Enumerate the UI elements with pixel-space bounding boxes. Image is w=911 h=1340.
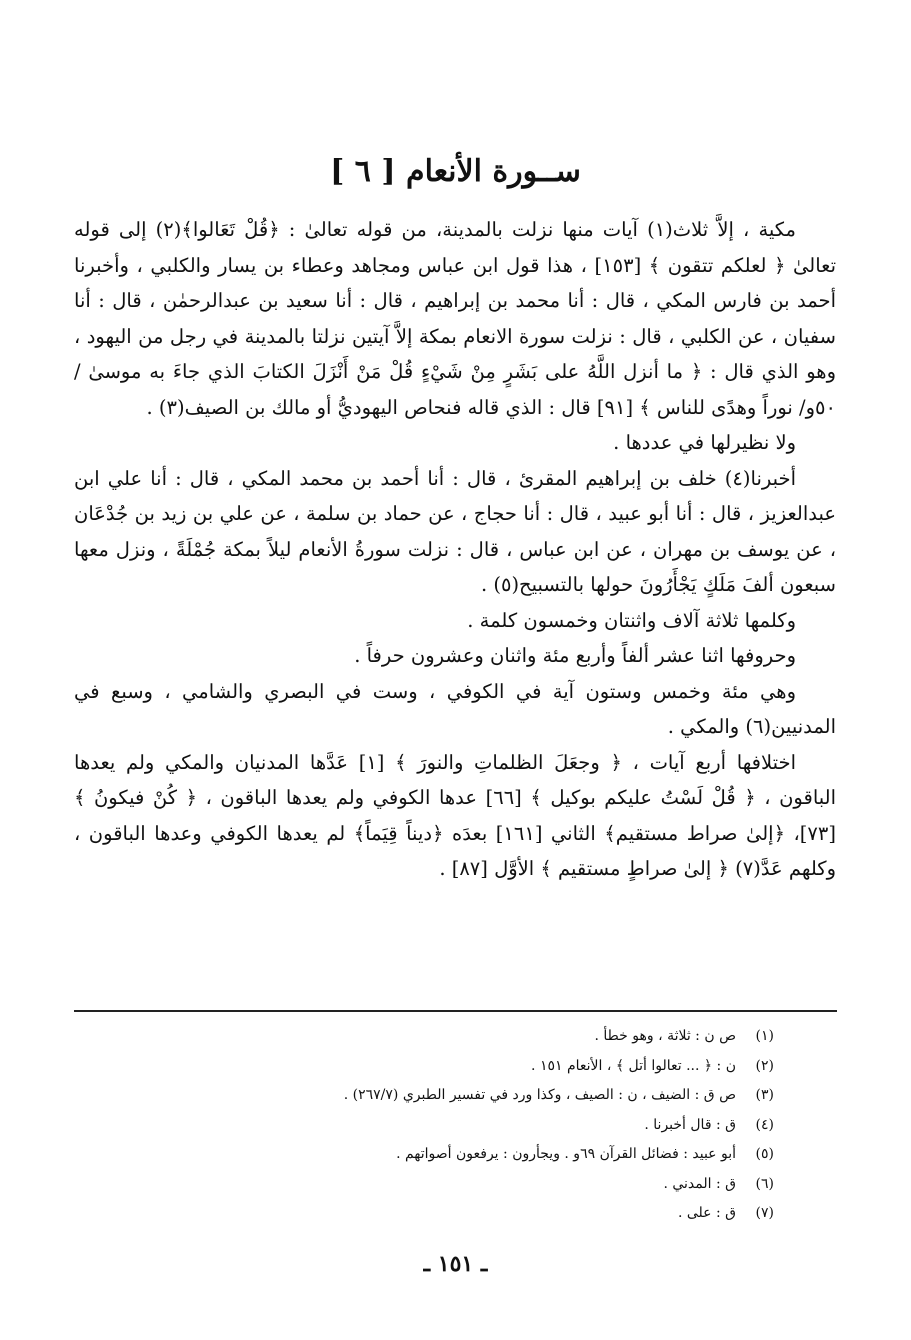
footnote-item	[74, 1140, 774, 1170]
footnote-number: (٧)	[755, 1205, 774, 1221]
footnote-item	[74, 1170, 774, 1200]
paragraph-narration: أخبرنا(٤) خلف بن إبراهيم المقرئ ، قال : أنا أحمد بن محمد المكي ، قال : أنا علي ابن عبدالعزيز ، قال : أنا أبو عبيد ، قال : أنا حجاج ، عن حماد بن سلمة ، عن علي بن زيد بن جُدْعَان ، عن يوسف بن مهران ، عن ابن عباس ، قال : نزلت سورةُ الأنعام ليلاً بمكة جُمْلَةً ، ونزل معها سبعون ألفَ مَلَكٍ يَجْأَرُونَ حولها بالتسبيح(٥) .	[74, 466, 836, 596]
footnote-text: أبو عبيد : فضائل القرآن ٦٩و . ويجأرون : يرفعون أصواتهم .	[396, 1146, 736, 1162]
footnote-text: ص ن : ثلاثة ، وهو خطأ .	[594, 1028, 736, 1044]
footnote-text: ص ق : الضيف ، ن : الصيف ، وكذا ورد في تفسير الطبري (٢٦٧/٧) .	[343, 1087, 736, 1103]
footnotes-list	[74, 1022, 774, 1229]
footnote-number: (٣)	[755, 1087, 774, 1103]
footnote-item	[74, 1111, 774, 1141]
footnote-number: (٢)	[755, 1057, 774, 1074]
footnote-divider	[74, 1010, 837, 1012]
paragraph-intro: مكية ، إلاَّ ثلاث(١) آيات منها نزلت بالمدينة، من قوله تعالىٰ : ﴿قُلْ تَعَالوا﴾(٢) إلى قوله تعالىٰ ﴿ لعلكم تتقون ﴾ [١٥٣] ، هذا قول ابن عباس ومجاهد وعطاء بن يسار والكلبي ، وأخبرنا أحمد بن فارس المكي ، قال : أنا محمد بن إبراهيم ، قال : أنا سعيد بن عبدالرحمٰن ، قال : أنا سفيان ، عن الكلبي ، قال : نزلت سورة الانعام بمكة إلاَّ آيتين نزلتا بالمدينة في رجل من اليهود ، وهو الذي قال : ﴿ ما أنزل اللَّهُ على بَشَرٍ مِنْ شَيْءٍ قُلْ مَنْ أَنْزَلَ الكتابَ الذي جاءَ به موسىٰ /٥٠و/ نوراً وهدًى للناس ﴾ [٩١] قال : الذي قاله فنحاص اليهوديُّ أو مالك بن الصيف(٣) .	[74, 218, 836, 419]
surah-title: ســورة الأنعام [ ٦ ]	[330, 154, 581, 190]
footnote-item	[74, 1199, 774, 1229]
paragraph-letter-count: وحروفها اثنا عشر ألفاً وأربع مئة واثنان وعشرون حرفاً .	[354, 644, 796, 667]
footnote-item	[74, 1022, 774, 1052]
footnote-number: (٥)	[755, 1146, 774, 1162]
page-number: ـ ١٥١ ـ	[423, 1251, 488, 1277]
paragraph-differences: اختلافها أربع آيات ، ﴿ وجعَلَ الظلماتِ والنورَ ﴾ [١] عَدَّها المدنيان والمكي ولم يعدها الباقون ، ﴿ قُلْ لَسْتُ عليكم بوكيل ﴾ [٦٦] عدها الكوفي ولم يعدها الباقون ، ﴿ كُنْ فيكونُ ﴾ [٧٣]، ﴿إلىٰ صراط مستقيم﴾ الثاني [١٦١] بعدَه ﴿ديناً قِيَماً﴾ لم يعدها الكوفي وعدها الباقون ، وكلهم عَدَّ(٧) ﴿ إلىٰ صراطٍ مستقيم ﴾ الأوَّل [٨٧] .	[74, 750, 836, 880]
main-text	[74, 212, 836, 887]
footnote-number: (٤)	[755, 1116, 774, 1133]
footnote-item	[74, 1052, 774, 1082]
paragraph-word-count: وكلمها ثلاثة آلاف واثنتان وخمسون كلمة .	[467, 608, 796, 632]
footnote-number: (٦)	[755, 1175, 774, 1192]
paragraph-no-parallel: ولا نظيرلها في عددها .	[613, 431, 796, 454]
footnote-item	[74, 1081, 774, 1111]
paragraph-verse-count: وهي مئة وخمس وستون آية في الكوفي ، وست في البصري والشامي ، وسبع في المدنيين(٦) والمكي .	[74, 679, 836, 738]
footnote-text: ق : المدني .	[663, 1175, 736, 1192]
footnote-number: (١)	[755, 1028, 774, 1044]
footnote-text: ق : على .	[677, 1205, 736, 1221]
footnote-text: ن : ﴿ ... تعالوا أتل ﴾ ، الأنعام ١٥١ .	[531, 1057, 736, 1074]
footnote-text: ق : قال أخبرنا .	[644, 1116, 736, 1133]
